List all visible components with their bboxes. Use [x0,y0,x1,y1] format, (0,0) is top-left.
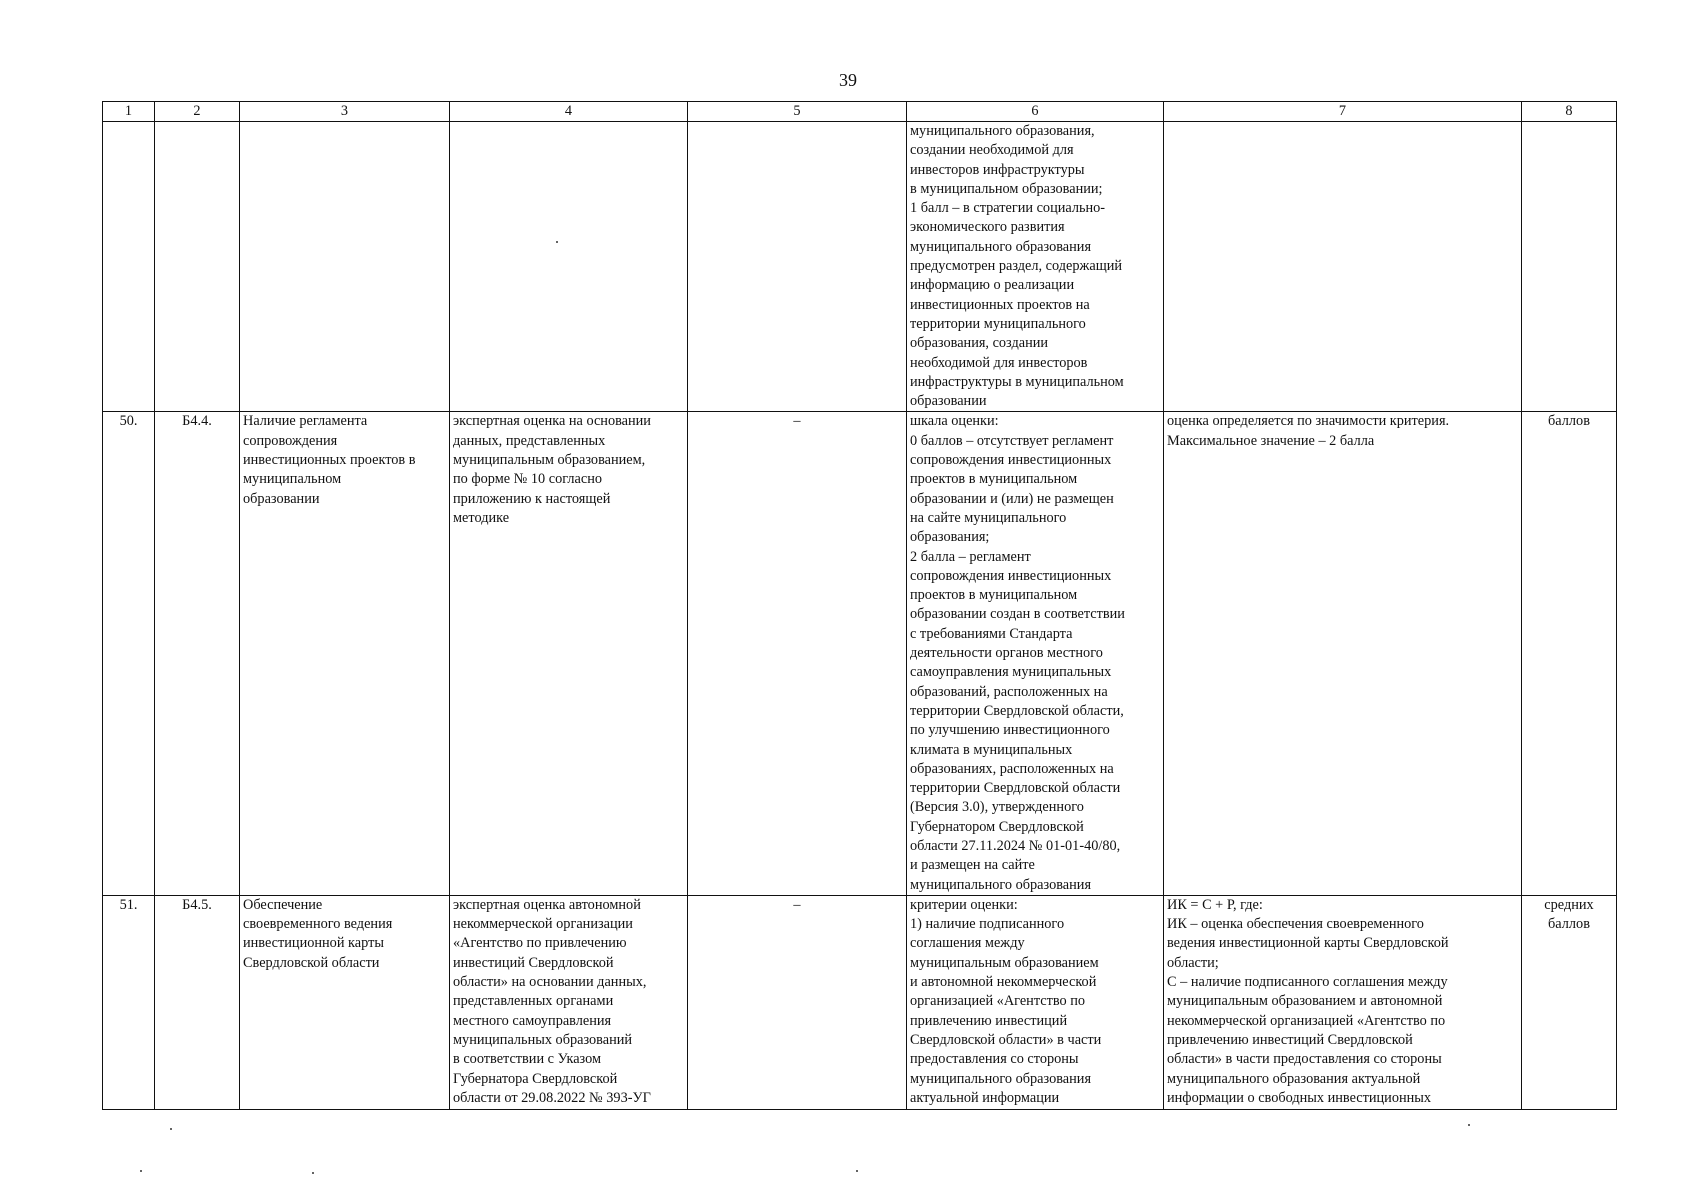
column-header-row [103,102,1617,122]
table-row [103,895,1617,1109]
column-header: 1 [103,102,155,122]
evaluation-criteria: критерии оценки: 1) наличие подписанного соглашения между муниципальным образованием и автономной некоммерческой организацией «Агентство по привлечению инвестиций Свердловской области» в части предоставления со стороны муниципального образования актуальной информации [907,895,1164,1109]
scan-speck [856,1170,858,1172]
indicator-code: Б4.4. [155,412,240,895]
row-number [103,122,155,412]
column-5-value [688,122,907,412]
scan-speck [140,1170,142,1172]
page-number: 39 [839,70,857,90]
unit-of-measure: средних баллов [1522,895,1617,1109]
evaluation-criteria: шкала оценки: 0 баллов – отсутствует регламент сопровождения инвестиционных проектов в муниципальном образовании и (или) не размещен на сайте муниципального образования; 2 балла – регламент сопровождения инвестиционных проектов в муниципальном образовании создан в соответствии с требованиями Стандарта деятельности органов местного самоуправления муниципальных образований, расположенных на территории Свердловской области, по улучшению инвестиционного климата в муниципальных образованиях, расположенных на территории Свердловской области (Версия 3.0), утвержденного Губернатором Свердловской области 27.11.2024 № 01-01-40/80, и размещен на сайте муниципального образования [907,412,1164,895]
scan-speck [1468,1124,1470,1126]
scan-speck [556,241,558,243]
indicator-name: Обеспечение своевременного ведения инвестиционной карты Свердловской области [240,895,450,1109]
data-source: экспертная оценка автономной некоммерческой организации «Агентство по привлечению инвестиций Свердловской области» на основании данных, представленных органами местного самоуправления муниципальных образований в соответствии с Указом Губернатора Свердловской области от 29.08.2022 № 393-УГ [450,895,688,1109]
indicator-code: Б4.5. [155,895,240,1109]
column-5-value: – [688,895,907,1109]
indicator-name [240,122,450,412]
indicator-name: Наличие регламента сопровождения инвестиционных проектов в муниципальном образовании [240,412,450,895]
data-source: экспертная оценка на основании данных, представленных муниципальным образованием, по форме № 10 согласно приложению к настоящей методике [450,412,688,895]
unit-of-measure [1522,122,1617,412]
criteria-table [102,101,1617,1110]
column-5-value: – [688,412,907,895]
table-row [103,412,1617,895]
scan-speck [170,1128,172,1130]
indicator-code [155,122,240,412]
column-header: 2 [155,102,240,122]
table-row [103,122,1617,412]
column-header: 3 [240,102,450,122]
column-header: 8 [1522,102,1617,122]
column-header: 4 [450,102,688,122]
column-header: 7 [1164,102,1522,122]
calculation-method [1164,122,1522,412]
column-header: 6 [907,102,1164,122]
column-header: 5 [688,102,907,122]
unit-of-measure: баллов [1522,412,1617,895]
calculation-method: ИК = С + Р, где: ИК – оценка обеспечения своевременного ведения инвестиционной карты Свердловской области; С – наличие подписанного соглашения между муниципальным образованием и автономной некоммерческой организацией «Агентство по привлечению инвестиций Свердловской области» в части предоставления со стороны муниципального образования актуальной информации о свободных инвестиционных [1164,895,1522,1109]
calculation-method: оценка определяется по значимости критерия. Максимальное значение – 2 балла [1164,412,1522,895]
scan-speck [312,1172,314,1174]
data-source [450,122,688,412]
row-number: 51. [103,895,155,1109]
row-number: 50. [103,412,155,895]
evaluation-criteria: муниципального образования, создании необходимой для инвесторов инфраструктуры в муниципальном образовании; 1 балл – в стратегии социально- экономического развития муниципального образования предусмотрен раздел, содержащий информацию о реализации инвестиционных проектов на территории муниципального образования, создании необходимой для инвесторов инфраструктуры в муниципальном образовании [907,122,1164,412]
